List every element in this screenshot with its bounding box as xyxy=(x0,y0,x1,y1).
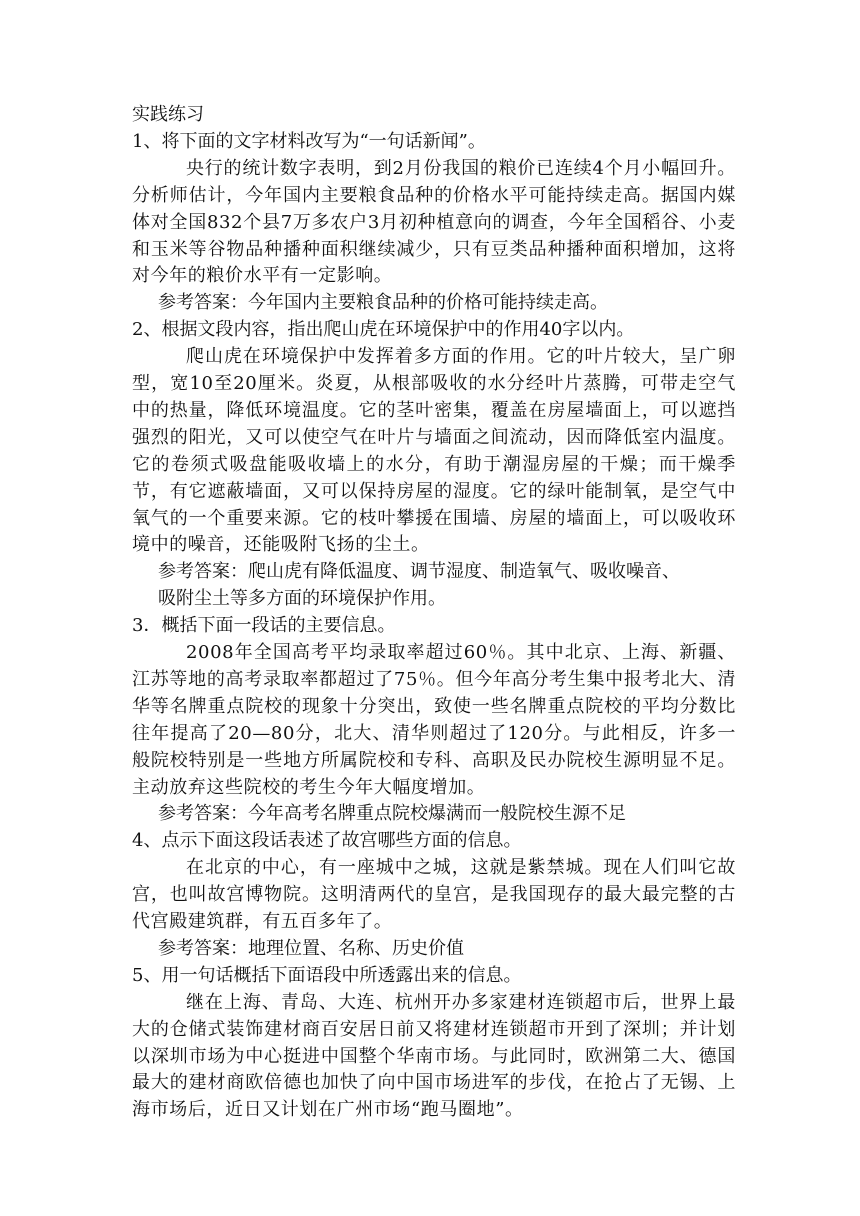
question-5: 5、用一句话概括下面语段中所透露出来的信息。 xyxy=(132,964,522,986)
passage-5: 继在上海、青岛、大连、杭州开办多家建材连锁超市后，世界上最大的仓储式装饰建材商百安居日前又将建材连锁超市开到了深圳；并计划以深圳市场为中心挺进中国整个华南市场。与此同时，欧洲第二大、德国最大的建材商欧倍德也加快了向中国市场进军的步伐，在抢占了无锡、上海市场后，近日又计划在广州市场“跑马圈地”。 xyxy=(132,991,736,1121)
answer-4: 参考答案：地理位置、名称、历史价值 xyxy=(158,937,464,959)
document-page xyxy=(132,102,736,1124)
question-4: 4、点示下面这段话表述了故宫哪些方面的信息。 xyxy=(132,830,522,852)
passage-2: 爬山虎在环境保护中发挥着多方面的作用。它的叶片较大，呈广卵型，宽10至20厘米。炎夏，从根部吸收的水分经叶片蒸腾，可带走空气中的热量，降低环境温度。它的茎叶密集，覆盖在房屋墙面上，可以遮挡强烈的阳光，又可以使空气在叶片与墙面之间流动，因而降低室内温度。它的卷须式吸盘能吸收墙上的水分，有助于潮湿房屋的干燥；而干燥季节，有它遮蔽墙面，又可以保持房屋的湿度。它的绿叶能制氧，是空气中氧气的一个重要来源。它的枝叶攀援在围墙、房屋的墙面上，可以吸收环境中的噪音，还能吸附飞扬的尘土。 xyxy=(132,346,736,556)
answer-2-continued: 吸附尘土等多方面的环境保护作用。 xyxy=(158,588,446,610)
answer-2: 参考答案：爬山虎有降低温度、调节湿度、制造氧气、吸收噪音、 xyxy=(158,561,680,583)
question-1: 1、将下面的文字材料改写为“一句话新闻”。 xyxy=(132,130,486,152)
answer-1: 参考答案：今年国内主要粮食品种的价格可能持续走高。 xyxy=(158,292,608,314)
passage-3: 2008年全国高考平均录取率超过60％。其中北京、上海、新疆、江苏等地的高考录取率都超过了75％。但今年高分考生集中报考北大、清华等名牌重点院校的现象十分突出，致使一些名牌重点院校的平均分数比往年提高了20—80分，北大、清华则超过了120分。与此相反，许多一般院校特别是一些地方所属院校和专科、高职及民办院校生源明显不足。主动放弃这些院校的考生今年大幅度增加。 xyxy=(132,642,736,798)
passage-4: 在北京的中心，有一座城中之城，这就是紫禁城。现在人们叫它故宫，也叫故宫博物院。这明清两代的皇宫，是我国现存的最大最完整的古代宫殿建筑群，有五百多年了。 xyxy=(132,857,736,933)
answer-3: 参考答案：今年高考名牌重点院校爆满而一般院校生源不足 xyxy=(158,803,626,825)
passage-1: 央行的统计数字表明，到2月份我国的粮价已连续4个月小幅回升。分析师估计，今年国内主要粮食品种的价格水平可能持续走高。据国内媒体对全国832个县7万多农户3月初种植意向的调查，今年全国稻谷、小麦和玉米等谷物品种播种面积继续减少，只有豆类品种播种面积增加，这将对今年的粮价水平有一定影响。 xyxy=(132,157,736,287)
question-2: 2、根据文段内容，指出爬山虎在环境保护中的作用40字以内。 xyxy=(132,319,635,341)
question-3: 3．概括下面一段话的主要信息。 xyxy=(132,615,396,637)
page-title: 实践练习 xyxy=(132,104,204,125)
